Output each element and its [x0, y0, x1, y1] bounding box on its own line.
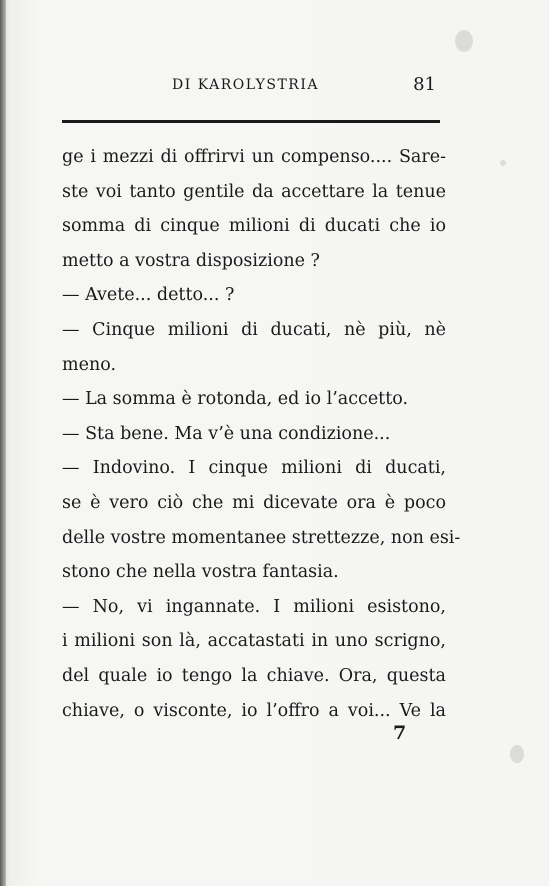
page-number: 81: [413, 74, 436, 95]
text-line: — Avete... detto... ?: [62, 285, 235, 306]
text-line: — Sta bene. Ma v’è una condizione...: [62, 423, 391, 444]
text-line: — No, vi ingannate. I milioni esistono,: [62, 596, 446, 617]
page-binding-edge: [0, 0, 6, 886]
text-line: ge i mezzi di offrirvi un compenso.... Sare-: [62, 147, 446, 167]
text-line: — La somma è rotonda, ed io l’accetto.: [62, 389, 409, 410]
body-text: [62, 140, 461, 728]
text-line: somma di cinque milioni di ducati che io: [62, 216, 446, 237]
running-title: DI KAROLYSTRIA: [172, 77, 319, 93]
text-line: — Cinque milioni di ducati, nè più, nè: [62, 319, 446, 340]
text-line: — Indovino. I cinque milioni di ducati,: [62, 458, 446, 479]
text-line: metto a vostra disposizione ?: [62, 250, 320, 271]
header-rule: [62, 120, 440, 123]
text-line: stono che nella vostra fantasia.: [62, 562, 339, 583]
paper-speck: [510, 745, 524, 763]
running-header: [62, 72, 442, 102]
text-line: meno.: [62, 354, 117, 375]
text-line: i milioni son là, accatastati in uno scrigno,: [62, 631, 446, 652]
signature-mark: 7: [393, 722, 407, 744]
text-line: delle vostre momentanee strettezze, non esi-: [62, 527, 461, 548]
text-line: se è vero ciò che mi dicevate ora è poco: [62, 492, 446, 513]
text-line: ste voi tanto gentile da accettare la tenue: [62, 181, 446, 202]
paper-speck: [455, 30, 473, 52]
text-line: del quale io tengo la chiave. Ora, questa: [62, 665, 446, 686]
paper-speck: [500, 160, 506, 166]
text-line: chiave, o visconte, io l’offro a voi... Ve la: [62, 700, 446, 721]
